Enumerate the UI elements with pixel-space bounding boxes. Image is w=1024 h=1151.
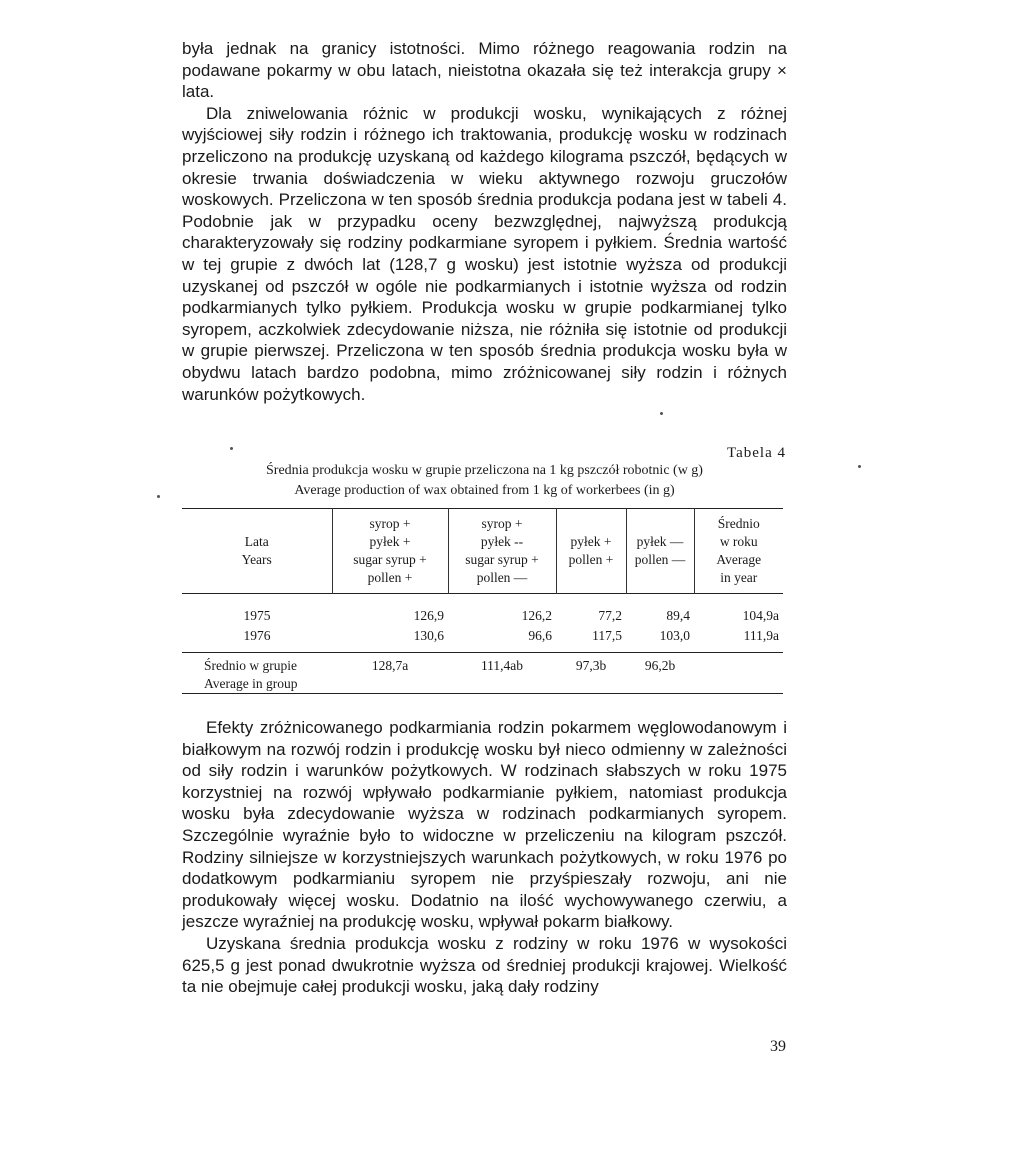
table-caption-english: Average production of wax obtained from 1 kg of workerbees (in g) — [294, 483, 675, 498]
year-cell: 1976 — [243, 628, 271, 643]
value-cell: 111,4ab — [480, 658, 524, 673]
body-text-top — [182, 38, 787, 405]
average-row — [182, 653, 783, 694]
value-cell — [694, 653, 783, 694]
table-caption-polish: Średnia produkcja wosku w grupie przeliczona na 1 kg pszczół robotnic (w g) — [266, 463, 703, 478]
header-average-in-year: Średnio w roku Average in year — [694, 509, 783, 594]
paragraph: Uzyskana średnia produkcja wosku z rodziny w roku 1976 w wysokości 625,5 g jest ponad dwukrotnie wyższa od średniej produkcji krajowej. Wielkość ta nie obejmuje całej produkcji wosku, jaką dały rodziny — [182, 933, 787, 997]
table-row — [182, 594, 783, 627]
value-cell: 96,2b — [644, 658, 676, 673]
value-cell: 130,6 — [413, 628, 444, 643]
value-cell: 111,9a — [743, 628, 779, 643]
value-cell: 89,4 — [666, 608, 690, 623]
average-label-cell: Średnio w grupie Average in group — [204, 658, 298, 691]
value-cell: 128,7a — [371, 658, 409, 673]
scan-speck — [157, 495, 160, 498]
value-cell: 77,2 — [598, 608, 622, 623]
header-syrup-pollen: syrop + pyłek + sugar syrup + pollen + — [332, 509, 448, 594]
value-cell: 126,2 — [521, 608, 552, 623]
table-number-label: Tabela 4 — [726, 445, 786, 461]
value-cell: 97,3b — [575, 658, 607, 673]
paragraph: Efekty zróżnicowanego podkarmiania rodzin pokarmem węglowodanowym i białkowym na rozwój rodzin i produkcję wosku był nieco odmienny w zależności od siły rodzin i warunków pożytkowych. W rodzinach słabszych w roku 1975 korzystniej na rozwój wpływało podkarmianie pyłkiem, natomiast produkcja wosku była zdecydowanie wyższa w rodzinach podkarmianych syropem. Szczególnie wyraźnie było to widoczne w przeliczeniu na kilogram pszczół. Rodziny silniejsze w korzystniejszych warunkach pożytkowych, w roku 1976 po dodatkowym podkarmianiu syropem nie przyśpieszały rozwoju, ani nie produkowały więcej wosku. Dodatnio na ilość wychowywanego czerwiu, a jeszcze wyraźniej na produkcję wosku, wpływał pokarm białkowy. — [182, 718, 787, 932]
value-cell: 104,9a — [742, 608, 779, 623]
scan-speck — [660, 412, 663, 415]
table-row — [182, 626, 783, 653]
paragraph: była jednak na granicy istotności. Mimo różnego reagowania rodzin na podawane pokarmy w obu latach, nieistotna okazała się też interakcja grupy × lata. — [182, 39, 787, 102]
header-years: Lata Years — [241, 534, 272, 567]
scan-speck — [230, 447, 233, 450]
header-pollen-only: pyłek + pollen + — [556, 509, 626, 594]
header-no-feeding: pyłek — pollen — — [626, 509, 694, 594]
value-cell: 117,5 — [592, 628, 622, 643]
table-header-row — [182, 509, 783, 594]
value-cell: 126,9 — [413, 608, 444, 623]
body-text-bottom — [182, 717, 787, 998]
scan-speck — [858, 465, 861, 468]
value-cell: 96,6 — [528, 628, 552, 643]
page-number: 39 — [770, 1038, 786, 1055]
wax-production-table — [182, 508, 783, 694]
year-cell: 1975 — [243, 608, 271, 623]
header-syrup-no-pollen: syrop + pyłek -- sugar syrup + pollen — — [448, 509, 556, 594]
value-cell: 103,0 — [659, 628, 690, 643]
paragraph: Dla zniwelowania różnic w produkcji wosku, wynikających z różnej wyjściowej siły rodzin i różnego ich traktowania, produkcję wosku w rodzinach przeliczono na produkcję uzyskaną od każdego kilograma pszczół, będących w okresie trwania doświadczenia w wieku aktywnego rozwoju gruczołów woskowych. Przeliczona w ten sposób średnia produkcja podana jest w tabeli 4. Podobnie jak w przypadku oceny bezwzględnej, najwyższą produkcją charakteryzowały się rodziny podkarmiane syropem i pyłkiem. Średnia wartość w tej grupie z dwóch lat (128,7 g wosku) jest istotnie wyższa od produkcji uzyskanej od pszczół w ogóle nie podkarmianych i istotnie wyższa od rodzin podkarmianych tylko pyłkiem. Produkcja wosku w grupie podkarmianej tylko syropem, aczkolwiek zdecydowanie niższa, nie różniła się istotnie od produkcji w grupie pierwszej. Przeliczona w ten sposób średnia produkcja wosku była w obydwu latach bardzo podobna, mimo zróżnicowanej siły rodzin i różnych warunków pożytkowych. — [182, 103, 787, 404]
